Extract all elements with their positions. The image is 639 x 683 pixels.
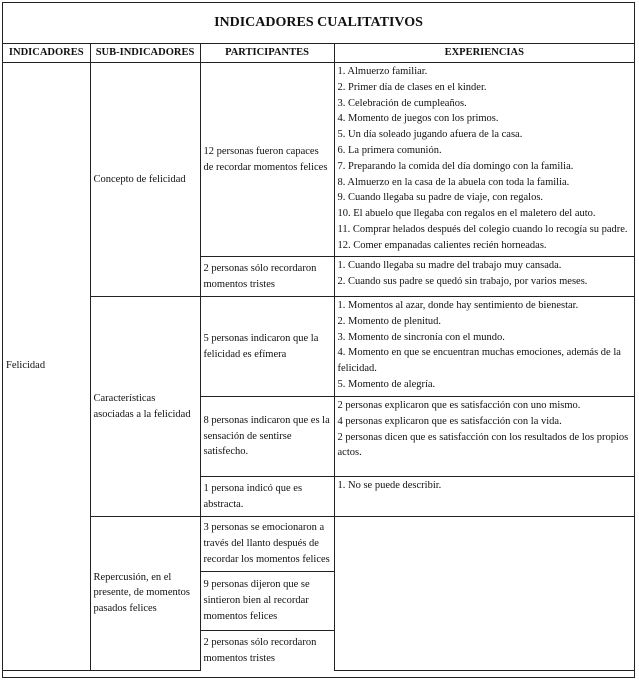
experience-item: 5. Un día soleado jugando afuera de la casa. [337, 129, 523, 141]
experience-item: 4 personas explicaron que es satisfacción con la vida. [337, 415, 562, 427]
header-sub-indicadores: SUB-INDICADORES [90, 44, 200, 63]
experience-item: 2 personas explicaron que es satisfacción con uno mismo. [337, 400, 581, 411]
table-row [3, 297, 634, 397]
experience-item: 12. Comer empanadas calientes recién horneadas. [337, 239, 547, 251]
experience-item: 5. Momento de alegría. [337, 378, 436, 390]
experience-item: 2. Primer día de clases en el kinder. [337, 81, 487, 93]
header-indicadores: INDICADORES [3, 44, 90, 63]
experiencias-cell [334, 63, 634, 257]
experiencias-cell [334, 477, 634, 517]
sub-concepto: Concepto de felicidad [90, 63, 200, 297]
participantes-cell: 1 persona indicó que es abstracta. [200, 477, 334, 517]
header-participantes: PARTICIPANTES [200, 44, 334, 63]
participantes-cell: 8 personas indicaron que es la sensación de sentirse satisfecho. [200, 397, 334, 477]
experience-item: 4. Momento de juegos con los primos. [337, 113, 499, 125]
experience-item: 3. Momento de sincronía con el mundo. [337, 331, 505, 343]
participantes-cell: 5 personas indicaron que la felicidad es efímera [200, 297, 334, 397]
experience-item: 1. Cuando llegaba su madre del trabajo muy cansada. [337, 260, 562, 271]
experience-item: 1. Almuerzo familiar. [337, 66, 428, 77]
participantes-cell: 12 personas fueron capaces de recordar momentos felices [200, 63, 334, 257]
experiencias-cell [334, 297, 634, 397]
experience-item: 3. Celebración de cumpleaños. [337, 97, 467, 109]
experience-item: 1. Momentos al azar, donde hay sentimiento de bienestar. [337, 300, 579, 311]
experience-item: 6. La primera comunión. [337, 144, 442, 156]
experience-item: 7. Preparando la comida del día domingo con la familia. [337, 160, 574, 172]
table-row [3, 63, 634, 257]
participantes-cell: 2 personas sólo recordaron momentos tristes [200, 631, 334, 671]
experiencias-cell [334, 397, 634, 477]
experience-item: 2 personas dicen que es satisfacción con los resultados de los propios actos. [337, 431, 629, 459]
experience-item: 10. El abuelo que llegaba con regalos en el maletero del auto. [337, 208, 596, 220]
participantes-cell: 2 personas sólo recordaron momentos tristes [200, 257, 334, 297]
experience-item: 9. Cuando llegaba su padre de viaje, con regalos. [337, 192, 544, 204]
sub-caracteristicas: Características asociadas a la felicidad [90, 297, 200, 517]
participantes-cell: 3 personas se emocionaron a través del llanto después de recordar los momentos felices [200, 517, 334, 572]
experience-item: 8. Almuerzo en la casa de la abuela con toda la familia. [337, 176, 570, 188]
header-row [3, 44, 634, 63]
experience-item: 1. No se puede describir. [337, 480, 442, 491]
experience-item: 2. Momento de plenitud. [337, 315, 442, 327]
indicator-felicidad: Felicidad [3, 63, 90, 671]
experiencias-cell-empty [334, 517, 634, 671]
indicators-table [3, 44, 634, 671]
table-row [3, 517, 634, 572]
experience-item: 4. Momento en que se encuentran muchas emociones, además de la felicidad. [337, 347, 621, 375]
indicators-document [2, 2, 635, 678]
experiencias-cell [334, 257, 634, 297]
sub-repercusion: Repercusión, en el presente, de momentos pasados felices [90, 517, 200, 671]
header-experiencias: EXPERIENCIAS [334, 44, 634, 63]
document-title: INDICADORES CUALITATIVOS [3, 3, 634, 44]
experience-item: 2. Cuando sus padre se quedó sin trabajo, por varios meses. [337, 275, 588, 287]
participantes-cell: 9 personas dijeron que se sintieron bien al recordar momentos felices [200, 572, 334, 631]
experience-item: 11. Comprar helados después del colegio cuando lo recogía su padre. [337, 223, 628, 235]
